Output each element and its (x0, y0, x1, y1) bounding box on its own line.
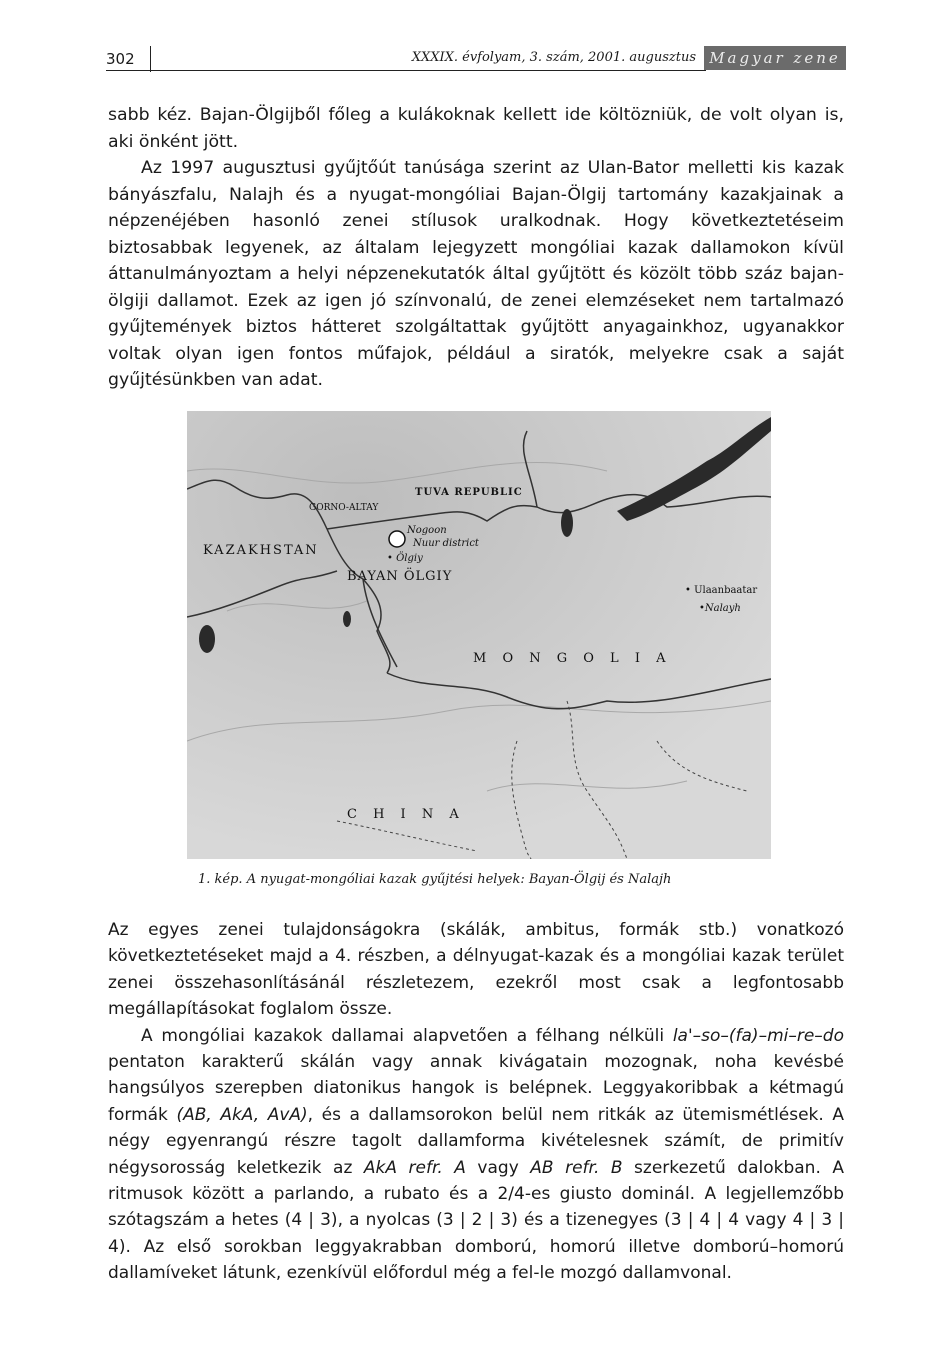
page-header (106, 46, 846, 72)
label-ulaanbaatar: • Ulaanbaatar (685, 585, 758, 596)
header-rule (106, 70, 706, 71)
paragraph-fieldtrip: Az 1997 augusztusi gyűjtőút tanúsága szerint az Ulan-Bator melletti kis kazak bányászfalu, Nalajh és a nyugat-mongóliai Bajan-Ölgij tartomány kazakjainak a népzenéjében hasonló zenei stílusok uralkodnak. Hogy következtetéseim biztosabbak legyenek, az általam lejegyzett mongóliai kazak dallamokon kívül áttanulmányoztam a helyi népzenekutatók által gyűjtött és közölt több száz bajan-ölgiji dallamot. Ezek az igen jó színvonalú, de zenei elemzéseket nem tartalmazó gyűjtemények biztos hátteret szolgáltattak gyűjtött anyagainkhoz, ugyanakkor voltak olyan igen fontos műfajok, például a siratók, melyekre csak a saját gyűjtésünkben van adat. (108, 158, 844, 390)
label-mongolia: M O N G O L I A (473, 651, 672, 666)
scale-notation: la'–so–(fa)–mi–re–do (672, 1025, 844, 1046)
label-nuur-district: Nuur district (413, 538, 479, 549)
label-nogoon: Nogoon (407, 525, 447, 536)
form-notation: AkA refr. A (363, 1157, 466, 1178)
text-run: vagy (465, 1157, 531, 1178)
label-kazakhstan: KAZAKHSTAN (203, 543, 319, 558)
text-run: A mongóliai kazakok dallamai alapvetően a félhang nélküli (141, 1025, 673, 1046)
label-bayan-olgiy: BAYAN ÖLGIY (347, 569, 453, 584)
body-text-bottom (108, 917, 844, 1287)
paragraph-continuation: sabb kéz. Bajan-Ölgijből főleg a kulákoknak kellett ide költözniük, de volt olyan is, aki önként jött. (108, 105, 844, 152)
figure-caption: 1. kép. A nyugat-mongóliai kazak gyűjtési helyek: Bayan-Ölgij és Nalajh (198, 872, 672, 887)
text-run: , és a dallamsorokon belül nem ritkák az ütemismétlések. A négy egyenrangú részre tagolt dallamforma kivételesnek számít, de primitív négysorosság keletkezik az (108, 1104, 844, 1178)
body-text-top (108, 102, 844, 394)
journal-name-badge: Magyar zene (704, 46, 846, 70)
label-tuva: TUVA REPUBLIC (415, 487, 523, 498)
form-notation: AB refr. B (530, 1157, 623, 1178)
paragraph-scales (108, 1023, 844, 1287)
label-olgiy: • Ölgiy (387, 553, 423, 564)
map-relief (187, 411, 771, 859)
running-title: XXXIX. évfolyam, 3. szám, 2001. augusztus (411, 50, 696, 65)
paragraph-summary: Az egyes zenei tulajdonságokra (skálák, ambitus, formák stb.) vonatkozó következtetéseket majd a 4. részben, a délnyugat-kazak és a mongóliai kazak terület zenei összehasonlításánál részletezem, ezekről most csak a legfontosabb megállapításokat foglalom össze. (108, 920, 844, 1020)
header-divider (150, 46, 151, 72)
map-figure (187, 411, 771, 859)
label-nalayh: •Nalayh (699, 603, 741, 614)
text-run: szerkezetű dalokban. A ritmusok között a parlando, a rubato és a 2/4-es giusto dominál. A legjellemzőbb szótagszám a hetes (4 | 3), a nyolcas (3 | 2 | 3) és a tizenegyes (3 | 4 | 4 vagy 4 | 3 | 4). Az első sorokban leggyakrabban domború, homorú illetve domború–homorú dallamíveket látunk, ezenkívül előfordul még a fel-le mozgó dallamvonal. (108, 1157, 845, 1284)
page-number: 302 (106, 50, 135, 68)
label-china: C H I N A (347, 807, 465, 822)
text-run: pentaton karakterű skálán vagy annak kivágatain mozognak, noha kevésbé hangsúlyos szerepben diatonikus hangok is belépnek. Leggyakoribbak a kétmagú formák (108, 1052, 844, 1125)
label-gorno-altay: GORNO-ALTAY (309, 503, 379, 513)
form-notation: (AB, AkA, AvA) (176, 1104, 308, 1125)
